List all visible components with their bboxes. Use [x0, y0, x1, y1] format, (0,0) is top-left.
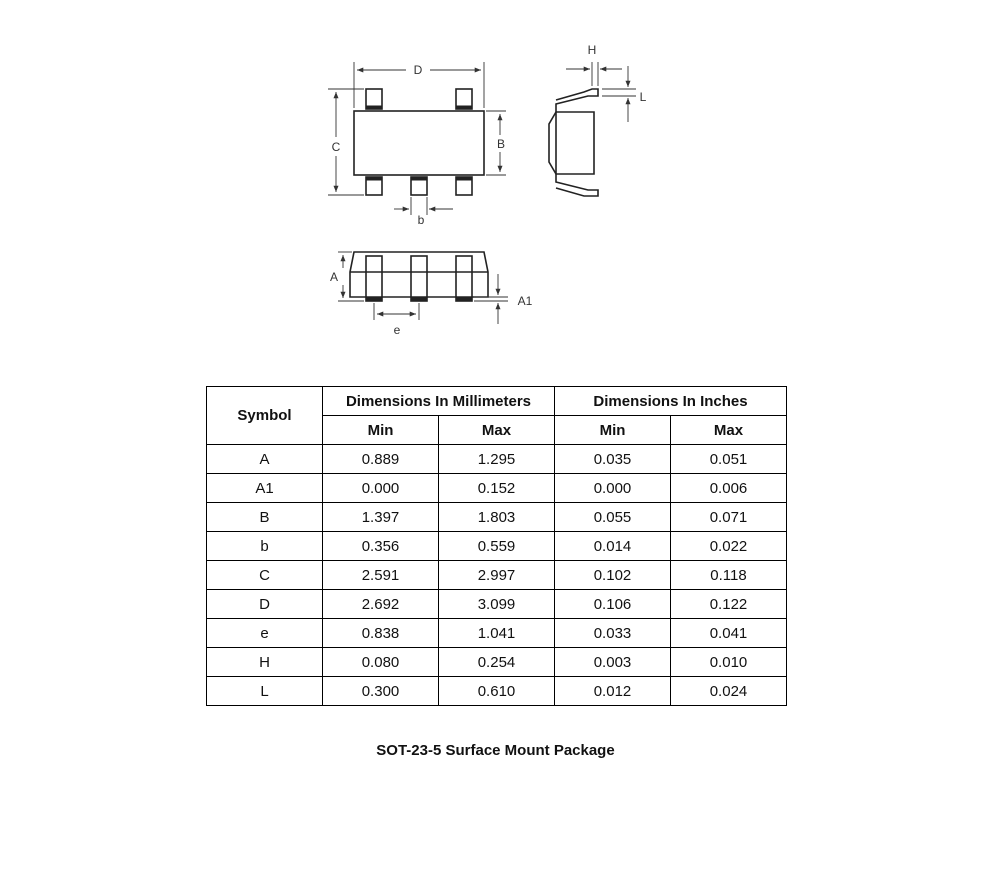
- cell-in-max: 0.071: [671, 503, 787, 532]
- package-body-top: [354, 111, 484, 175]
- cell-in-min: 0.102: [555, 561, 671, 590]
- front-view: [350, 252, 488, 301]
- cell-mm-min: 0.838: [323, 619, 439, 648]
- cell-in-min: 0.000: [555, 474, 671, 503]
- label-H: H: [587, 43, 597, 57]
- front-pin-right: [456, 256, 472, 301]
- cell-mm-max: 0.254: [439, 648, 555, 677]
- cell-symbol: D: [207, 590, 323, 619]
- label-C: C: [331, 140, 341, 154]
- cell-symbol: C: [207, 561, 323, 590]
- cell-in-min: 0.106: [555, 590, 671, 619]
- cell-mm-min: 2.692: [323, 590, 439, 619]
- in-max-header: Max: [671, 416, 787, 445]
- side-view: [549, 89, 598, 196]
- mm-min-header: Min: [323, 416, 439, 445]
- cell-symbol: b: [207, 532, 323, 561]
- cell-in-max: 0.122: [671, 590, 787, 619]
- label-A1: A1: [517, 294, 533, 308]
- cell-in-min: 0.012: [555, 677, 671, 706]
- table-row: [207, 677, 787, 706]
- cell-symbol: L: [207, 677, 323, 706]
- upper-lead: [556, 89, 598, 112]
- cell-in-max: 0.006: [671, 474, 787, 503]
- label-D: D: [413, 63, 423, 77]
- label-e: e: [393, 323, 401, 337]
- cell-mm-max: 1.803: [439, 503, 555, 532]
- table-row: [207, 561, 787, 590]
- cell-mm-min: 0.889: [323, 445, 439, 474]
- table-row: [207, 590, 787, 619]
- dimensions-table-body: [207, 445, 787, 706]
- cell-in-min: 0.055: [555, 503, 671, 532]
- cell-mm-min: 0.000: [323, 474, 439, 503]
- cell-symbol: B: [207, 503, 323, 532]
- table-row: [207, 474, 787, 503]
- cell-symbol: e: [207, 619, 323, 648]
- cell-mm-max: 0.610: [439, 677, 555, 706]
- in-min-header: Min: [555, 416, 671, 445]
- cell-mm-max: 0.559: [439, 532, 555, 561]
- front-view-dimensions: [338, 252, 508, 324]
- side-view-dimensions: [566, 62, 636, 122]
- table-row: [207, 532, 787, 561]
- cell-mm-min: 1.397: [323, 503, 439, 532]
- cell-mm-min: 0.356: [323, 532, 439, 561]
- symbol-header: Symbol: [207, 387, 323, 445]
- cell-in-min: 0.014: [555, 532, 671, 561]
- cell-mm-min: 0.300: [323, 677, 439, 706]
- cell-mm-min: 2.591: [323, 561, 439, 590]
- header-row-groups: [207, 387, 787, 416]
- cell-symbol: A: [207, 445, 323, 474]
- cell-in-min: 0.003: [555, 648, 671, 677]
- mm-max-header: Max: [439, 416, 555, 445]
- cell-mm-max: 2.997: [439, 561, 555, 590]
- front-pin-left: [366, 256, 382, 301]
- top-view: [354, 89, 484, 195]
- cell-mm-max: 3.099: [439, 590, 555, 619]
- cell-in-max: 0.010: [671, 648, 787, 677]
- label-A: A: [329, 270, 339, 284]
- table-row: [207, 503, 787, 532]
- table-row: [207, 619, 787, 648]
- cell-mm-max: 1.295: [439, 445, 555, 474]
- label-B: B: [496, 137, 506, 151]
- cell-in-min: 0.035: [555, 445, 671, 474]
- cell-in-max: 0.022: [671, 532, 787, 561]
- table-row: [207, 445, 787, 474]
- label-L: L: [639, 90, 647, 104]
- in-header: Dimensions In Inches: [555, 387, 787, 416]
- cell-in-min: 0.033: [555, 619, 671, 648]
- table-row: [207, 648, 787, 677]
- front-pin-middle: [411, 256, 427, 301]
- cell-mm-max: 0.152: [439, 474, 555, 503]
- cell-in-max: 0.051: [671, 445, 787, 474]
- cell-in-max: 0.118: [671, 561, 787, 590]
- package-drawing: [0, 0, 991, 380]
- cell-mm-min: 0.080: [323, 648, 439, 677]
- front-body: [350, 252, 488, 297]
- cell-in-max: 0.041: [671, 619, 787, 648]
- cell-mm-max: 1.041: [439, 619, 555, 648]
- cell-symbol: A1: [207, 474, 323, 503]
- dimensions-table: [206, 386, 787, 706]
- mm-header: Dimensions In Millimeters: [323, 387, 555, 416]
- lower-lead: [556, 174, 598, 196]
- label-b: b: [417, 213, 425, 227]
- cell-in-max: 0.024: [671, 677, 787, 706]
- figure-caption: SOT-23-5 Surface Mount Package: [376, 742, 615, 759]
- cell-symbol: H: [207, 648, 323, 677]
